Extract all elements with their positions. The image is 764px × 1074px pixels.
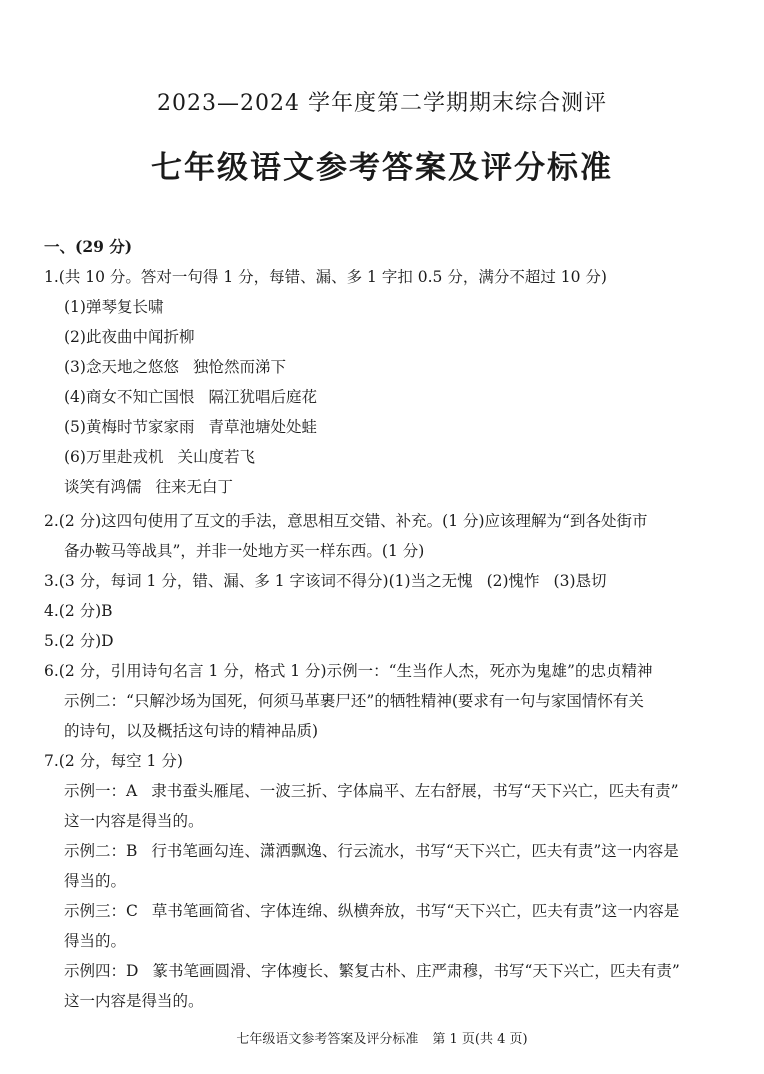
section-heading: 一、(29 分) — [44, 237, 133, 256]
document-title: 七年级语文参考答案及评分标准 — [151, 150, 613, 186]
q7-example-2: 示例二：B 行书笔画勾连、潇洒飘逸、行云流水，书写“天下兴亡，匹夫有责”这一内容是 — [64, 842, 679, 860]
q6-line-1: 6.(2 分，引用诗句名言 1 分，格式 1 分)示例一：“生当作人杰，死亦为鬼雄”的忠贞精神 — [44, 662, 653, 680]
q1-answer-2: (2)此夜曲中闻折柳 — [64, 328, 195, 346]
footer-doc-label: 七年级语文参考答案及评分标准 — [236, 1032, 419, 1047]
page-footer — [0, 1028, 764, 1047]
page-number: 第 1 页(共 4 页) — [432, 1032, 528, 1047]
q7-example-1: 示例一：A 隶书蚕头雁尾、一波三折、字体扁平、左右舒展，书写“天下兴亡，匹夫有责” — [64, 782, 679, 800]
q4-answer: 4.(2 分)B — [44, 602, 113, 620]
q7-example-2-cont: 得当的。 — [64, 872, 127, 890]
q1-answer-1: (1)弹琴复长啸 — [64, 298, 164, 316]
q3-line: 3.(3 分，每词 1 分，错、漏、多 1 字该词不得分)(1)当之无愧 (2)愧怍 (3)恳切 — [44, 572, 607, 590]
q7-example-1-cont: 这一内容是得当的。 — [64, 812, 204, 830]
q1-answer-4: (4)商女不知亡国恨 隔江犹唱后庭花 — [64, 388, 317, 406]
q6-line-3: 的诗句，以及概括这句诗的精神品质) — [64, 722, 319, 740]
q6-line-2: 示例二：“只解沙场为国死，何须马革裹尸还”的牺牲精神(要求有一句与家国情怀有关 — [64, 692, 644, 710]
q5-answer: 5.(2 分)D — [44, 632, 114, 650]
q2-line-1: 2.(2 分)这四句使用了互文的手法，意思相互交错、补充。(1 分)应该理解为“到各处街市 — [44, 512, 648, 530]
exam-title: 2023—2024 学年度第二学期期末综合测评 — [157, 91, 607, 116]
q1-answer-6: (6)万里赴戎机 关山度若飞 — [64, 448, 255, 466]
q7-example-4: 示例四：D 篆书笔画圆滑、字体瘦长、繁复古朴、庄严肃穆，书写“天下兴亡，匹夫有责” — [64, 962, 680, 980]
q1-answer-3: (3)念天地之悠悠 独怆然而涕下 — [64, 358, 286, 376]
q1-answer-7: 谈笑有鸿儒 往来无白丁 — [64, 478, 234, 496]
q2-line-2: 备办鞍马等战具”，并非一处地方买一样东西。(1 分) — [64, 542, 425, 560]
q7-example-3: 示例三：C 草书笔画简省、字体连绵、纵横奔放，书写“天下兴亡，匹夫有责”这一内容是 — [64, 902, 680, 920]
q1-intro: 1.(共 10 分。答对一句得 1 分，每错、漏、多 1 字扣 0.5 分，满分不超过 10 分) — [44, 268, 607, 286]
q7-example-3-cont: 得当的。 — [64, 932, 127, 950]
q1-answer-5: (5)黄梅时节家家雨 青草池塘处处蛙 — [64, 418, 317, 436]
q7-intro: 7.(2 分，每空 1 分) — [44, 752, 183, 770]
q7-example-4-cont: 这一内容是得当的。 — [64, 992, 204, 1010]
